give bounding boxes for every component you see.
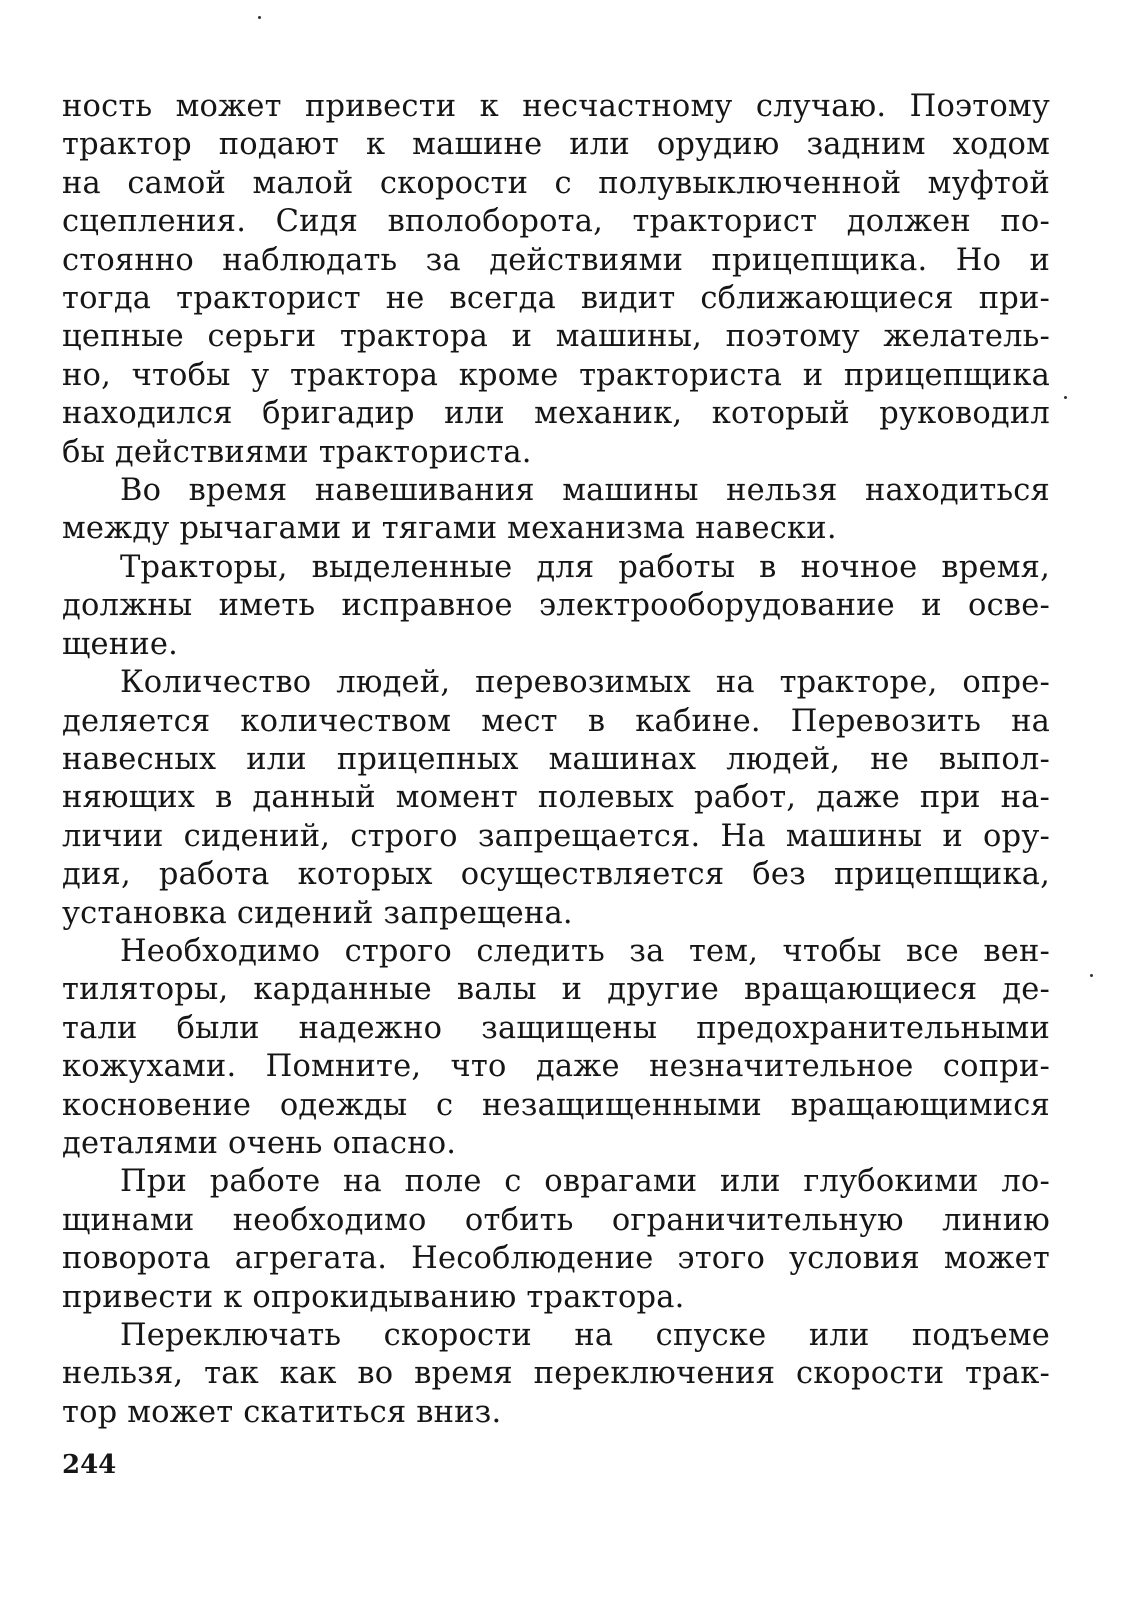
text-line: стоянно наблюдать за действиями прицепщика. Но и	[62, 242, 1050, 278]
text-line: При работе на поле с оврагами или глубокими ло-	[120, 1164, 1050, 1200]
text-line: щинами необходимо отбить ограничительную линию	[62, 1202, 1050, 1238]
text-line: деталями очень опасно.	[62, 1125, 457, 1161]
text-line: бы действиями тракториста.	[62, 434, 532, 470]
text-line: ность может привести к несчастному случаю. Поэтому	[62, 89, 1050, 124]
text-line: нельзя, так как во время переключения скорости трак-	[62, 1356, 1050, 1392]
text-line: установка сидений запрещена.	[62, 895, 573, 931]
text-line: цепные серьги трактора и машины, поэтому желатель-	[62, 319, 1050, 355]
text-line: личии сидений, строго запрещается. На машины и ору-	[62, 818, 1050, 854]
page-number: 244	[62, 1450, 117, 1480]
text-line: но, чтобы у трактора кроме тракториста и прицепщика	[62, 357, 1050, 393]
text-line: навесных или прицепных машинах людей, не выпол-	[62, 741, 1050, 777]
text-line: Тракторы, выделенные для работы в ночное время,	[120, 549, 1050, 585]
text-line: тор может скатиться вниз.	[62, 1394, 502, 1430]
text-line: поворота агрегата. Несоблюдение этого условия может	[62, 1241, 1050, 1277]
text-line: Переключать скорости на спуске или подъеме	[120, 1318, 1050, 1353]
text-line: деляется количеством мест в кабине. Перевозить на	[62, 703, 1050, 739]
text-line: Количество людей, перевозимых на тракторе, опре-	[120, 665, 1050, 701]
text-line: на самой малой скорости с полувыключенной муфтой	[62, 165, 1050, 201]
paragraph	[62, 664, 1050, 933]
text-line: кожухами. Помните, что даже незначительное сопри-	[62, 1049, 1050, 1085]
paragraph	[62, 88, 1050, 472]
text-line: сцепления. Сидя вполоборота, тракторист должен по-	[62, 204, 1050, 240]
text-line: Во время навешивания машины нельзя находиться	[120, 473, 1050, 509]
scan-speck	[1090, 974, 1093, 977]
text-line: дия, работа которых осуществляется без прицепщика,	[62, 857, 1050, 893]
text-line: трактор подают к машине или орудию задним ходом	[62, 127, 1050, 163]
text-line: должны иметь исправное электрооборудование и осве-	[62, 588, 1050, 624]
text-line: щение.	[62, 626, 179, 662]
text-line: тали были надежно защищены предохранительными	[62, 1010, 1050, 1046]
text-line: между рычагами и тягами механизма навески.	[62, 511, 837, 547]
paragraph	[62, 933, 1050, 1163]
text-line: няющих в данный момент полевых работ, даже при на-	[62, 780, 1050, 816]
scan-speck	[1064, 396, 1067, 399]
text-line: находился бригадир или механик, который руководил	[62, 396, 1050, 432]
paragraph	[62, 549, 1050, 664]
text-line: тиляторы, карданные валы и другие вращающиеся де-	[62, 972, 1050, 1008]
paragraph	[62, 472, 1050, 549]
paragraph	[62, 1163, 1050, 1317]
scan-speck	[258, 16, 261, 19]
page-text	[62, 88, 1050, 1432]
text-line: тогда тракторист не всегда видит сближающиеся при-	[62, 281, 1050, 317]
text-line: косновение одежды с незащищенными вращающимися	[62, 1087, 1050, 1123]
text-line: привести к опрокидыванию трактора.	[62, 1279, 685, 1315]
paragraph	[62, 1317, 1050, 1432]
text-line: Необходимо строго следить за тем, чтобы все вен-	[120, 933, 1050, 969]
